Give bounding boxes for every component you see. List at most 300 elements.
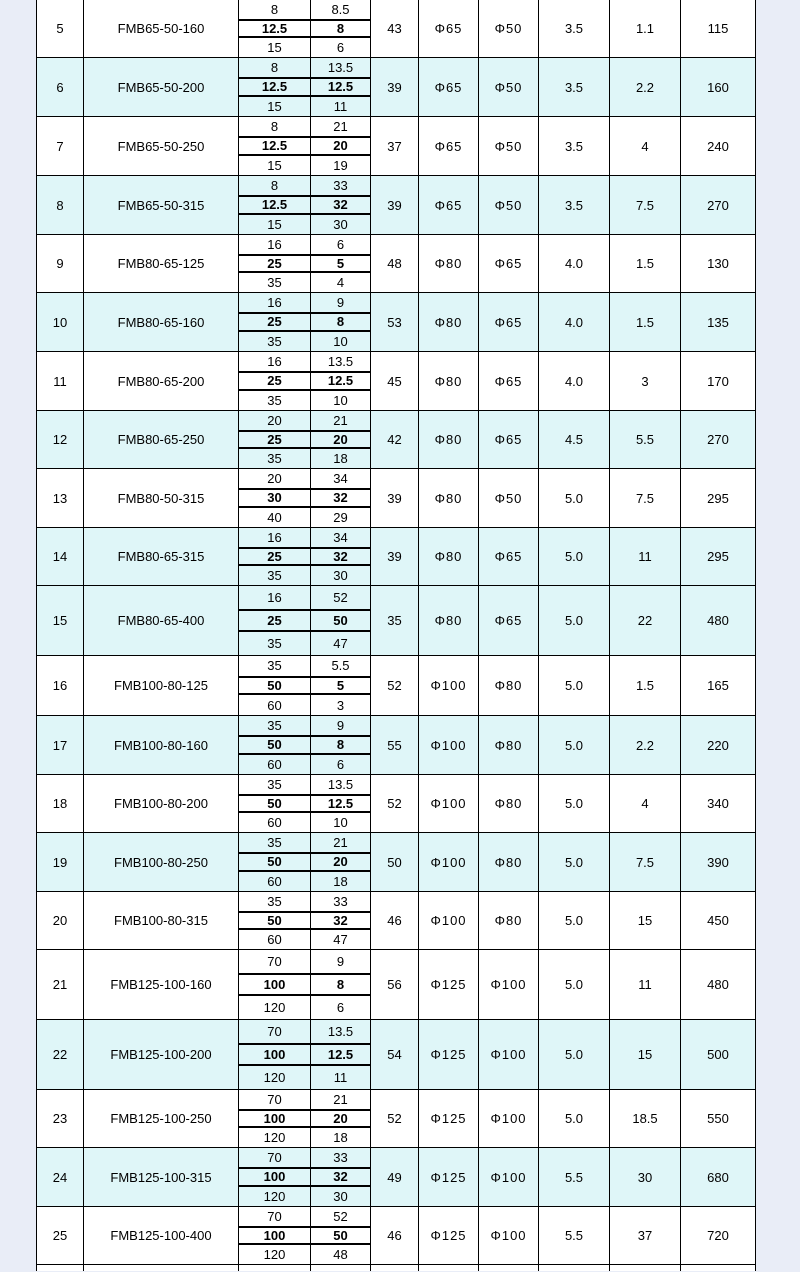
row-number-cell: 18 [37,775,84,832]
value-cell-6: 240 [707,138,729,154]
flow-cell: 40 [239,508,311,527]
head-cell: 12.5 [327,796,354,811]
value-cell-6: 340 [707,796,729,811]
inlet-diameter-cell: Φ65 [419,117,479,175]
duty-point-row-rated [239,911,370,930]
duty-point-row [239,0,370,19]
flow-head-block [239,411,371,468]
head-cell: 18 [333,451,348,466]
flow-head-block [239,716,371,774]
table-row [37,352,755,411]
outlet-diameter-cell: Φ100 [479,1148,539,1206]
head-cell: 33 [333,1150,348,1166]
head-cell: 8 [336,21,345,36]
value-cell-4: 5.0 [539,716,610,774]
duty-point-row-rated [239,77,370,96]
value-cell-1: 39 [371,528,419,585]
model-cell: FMB125-100-250 [84,1090,239,1147]
value-cell-5: 22 [610,586,681,655]
value-cell-5: 1.5 [610,293,681,351]
model-cell: FMB65-50-200 [84,58,239,116]
outlet-diameter-cell: Φ80 [479,656,539,715]
duty-point-row [239,716,370,735]
value-cell-4: 5.0 [539,950,610,1019]
row-number-cell: 9 [37,235,84,292]
value-cell-1: 45 [371,352,419,410]
head-cell: 21 [333,119,348,135]
flow-head-block [239,586,371,655]
value-cell-1: 46 [371,1207,419,1264]
value-cell-5: 4 [610,775,681,832]
flow-cell: 60 [239,695,311,715]
flow-head-block [239,235,371,292]
value-cell-6: 450 [707,913,729,928]
value-cell-5: 30 [610,1148,681,1206]
duty-point-row [239,273,370,292]
head-cell: 3 [336,697,345,713]
duty-point-row-rated [239,547,370,566]
value-cell-5: 15 [610,892,681,949]
value-cell-4: 5.0 [539,833,610,891]
table-row [37,950,755,1020]
flow-head-block [239,469,371,527]
row-number-cell: 25 [37,1207,84,1264]
flow-cell: 120 [239,1187,311,1206]
inlet-diameter-cell: Φ80 [419,469,479,527]
row-number-cell: 11 [37,352,84,410]
head-cell: 33 [333,894,348,909]
outlet-diameter-cell: Φ80 [479,716,539,774]
flow-cell: 25 [239,549,311,564]
inlet-diameter-cell: Φ80 [419,528,479,585]
duty-point-row [239,1245,370,1264]
head-cell: 47 [333,932,348,947]
head-cell: 20 [333,854,348,870]
outlet-diameter-cell: Φ65 [479,235,539,292]
duty-point-row-rated [239,676,370,696]
model-cell: FMB80-65-160 [84,293,239,351]
head-cell: 13.5 [327,60,354,76]
model-cell: FMB65-50-315 [84,176,239,234]
head-cell: 11 [333,1070,348,1085]
model-cell: FMB80-65-400 [84,586,239,655]
flow-cell: 8 [239,0,311,19]
head-cell: 32 [333,490,348,506]
head-cell: 6 [336,1000,345,1015]
inlet-diameter-cell: Φ80 [419,352,479,410]
head-cell: 10 [333,392,348,408]
model-cell: FMB100-80-250 [84,833,239,891]
model-cell: FMB125-100-400 [84,1207,239,1264]
flow-head-block [239,656,371,715]
duty-point-row-rated [239,1226,370,1245]
table-row [37,0,755,58]
flow-head-block [239,58,371,116]
table-row [37,1207,755,1265]
flow-cell: 70 [239,1148,311,1167]
row-number-cell: 24 [37,1148,84,1206]
head-cell: 32 [333,1169,348,1185]
duty-point-row [239,996,370,1019]
flow-cell: 60 [239,755,311,774]
head-cell: 6 [336,40,345,55]
duty-point-row-rated [239,852,370,871]
value-cell-4: 4.0 [539,293,610,351]
model-cell: FMB80-65-315 [84,528,239,585]
row-number-cell: 5 [37,0,84,57]
value-cell-4: 5.0 [539,892,610,949]
flow-cell: 50 [239,678,311,694]
head-cell: 32 [333,913,348,928]
head-cell: 8 [336,737,345,753]
duty-point-row [239,332,370,351]
value-cell-6: 270 [707,197,729,213]
flow-cell: 15 [239,215,311,234]
value-cell-5: 7.5 [610,833,681,891]
value-cell-1: 50 [371,833,419,891]
value-cell-6: 165 [707,678,729,693]
outlet-diameter-cell: Φ80 [479,892,539,949]
inlet-diameter-cell: Φ125 [419,1020,479,1089]
duty-point-row [239,775,370,794]
value-cell-5: 1.1 [610,0,681,57]
flow-cell: 15 [239,156,311,175]
head-cell: 10 [333,815,348,830]
value-cell-1: 48 [371,235,419,292]
flow-head-block [239,176,371,234]
inlet-diameter-cell: Φ65 [419,0,479,57]
inlet-diameter-cell: Φ100 [419,833,479,891]
duty-point-row [239,528,370,547]
flow-cell: 50 [239,737,311,752]
head-cell: 32 [333,549,348,564]
head-cell: 50 [333,1228,348,1243]
head-cell: 5.5 [331,658,350,674]
flow-cell: 16 [239,528,311,547]
table-row [37,775,755,833]
head-cell: 18 [333,1130,348,1145]
flow-cell: 35 [239,892,311,911]
flow-cell: 35 [239,775,311,794]
duty-point-row-rated [239,254,370,273]
model-cell [84,1265,239,1271]
row-number-cell: 19 [37,833,84,891]
head-cell: 21 [333,413,348,428]
table-row [37,716,755,775]
flow-cell: 12.5 [239,197,311,212]
flow-cell: 100 [239,1169,311,1184]
duty-point-row [239,813,370,832]
value-cell-4: 5.0 [539,1090,610,1147]
duty-point-row [239,586,370,609]
flow-cell: 15 [239,97,311,116]
outlet-diameter-cell [479,1265,539,1271]
inlet-diameter-cell: Φ125 [419,1090,479,1147]
value-cell-4: 5.0 [539,656,610,715]
value-cell-6: 130 [707,256,729,271]
row-number-cell: 22 [37,1020,84,1089]
model-cell: FMB125-100-315 [84,1148,239,1206]
flow-head-block [239,0,371,57]
flow-head-block [239,1020,371,1089]
head-cell: 11 [333,98,348,114]
value-cell-6: 160 [707,79,729,95]
value-cell-5: 4 [610,117,681,175]
flow-cell: 35 [239,449,311,468]
head-cell: 6 [336,237,345,252]
head-cell: 21 [333,1092,348,1107]
value-cell-6: 295 [707,549,729,564]
flow-cell: 8 [239,58,311,77]
value-cell-1: 39 [371,469,419,527]
flow-cell: 12.5 [239,21,311,36]
outlet-diameter-cell: Φ50 [479,0,539,57]
flow-cell: 25 [239,611,311,630]
value-cell-1: 55 [371,716,419,774]
outlet-diameter-cell: Φ50 [479,176,539,234]
head-cell [311,1269,370,1271]
flow-cell: 25 [239,256,311,271]
value-cell-5 [610,1265,681,1271]
flow-cell: 12.5 [239,138,311,153]
head-cell: 9 [336,954,345,969]
head-cell: 6 [336,756,345,772]
flow-cell: 70 [239,1090,311,1109]
row-number-cell: 21 [37,950,84,1019]
flow-cell: 16 [239,352,311,371]
head-cell: 9 [336,718,345,734]
head-cell: 8 [336,977,345,992]
head-cell: 10 [333,333,348,349]
pump-spec-table [36,0,756,1271]
flow-cell: 120 [239,1245,311,1264]
inlet-diameter-cell: Φ125 [419,950,479,1019]
model-cell: FMB80-65-125 [84,235,239,292]
inlet-diameter-cell [419,1265,479,1271]
outlet-diameter-cell: Φ65 [479,293,539,351]
duty-point-row [239,156,370,175]
outlet-diameter-cell: Φ65 [479,586,539,655]
outlet-diameter-cell: Φ100 [479,1207,539,1264]
duty-point-row [239,1020,370,1043]
table-row [37,235,755,293]
flow-cell: 120 [239,1066,311,1089]
flow-head-block [239,1148,371,1206]
value-cell-5: 7.5 [610,176,681,234]
duty-point-row [239,950,370,973]
flow-head-block [239,950,371,1019]
head-cell: 5 [336,677,345,693]
value-cell-4: 4.0 [539,235,610,292]
outlet-diameter-cell: Φ80 [479,775,539,832]
row-number-cell: 15 [37,586,84,655]
duty-point-row [239,1187,370,1206]
duty-point-row-rated [239,1167,370,1186]
value-cell-6: 720 [707,1228,729,1243]
flow-cell: 35 [239,632,311,655]
head-cell: 34 [333,471,348,487]
head-cell: 20 [333,1111,348,1126]
head-cell: 8.5 [331,2,350,17]
inlet-diameter-cell: Φ125 [419,1148,479,1206]
flow-cell: 100 [239,1111,311,1126]
duty-point-row [239,117,370,136]
value-cell-5: 37 [610,1207,681,1264]
duty-point-row [239,411,370,430]
row-number-cell: 14 [37,528,84,585]
row-number-cell: 10 [37,293,84,351]
duty-point-row [239,176,370,195]
duty-point-row [239,755,370,774]
duty-point-row [239,508,370,527]
duty-point-row-rated [239,488,370,507]
head-cell: 13.5 [327,1024,354,1039]
duty-point-row [239,656,370,676]
flow-cell: 8 [239,117,311,136]
head-cell: 5 [336,256,345,271]
flow-cell: 70 [239,1020,311,1043]
inlet-diameter-cell: Φ100 [419,716,479,774]
inlet-diameter-cell: Φ80 [419,235,479,292]
head-cell: 8 [336,314,345,330]
duty-point-row-rated [239,195,370,214]
outlet-diameter-cell: Φ80 [479,833,539,891]
head-cell: 18 [333,873,348,889]
value-cell-4: 5.0 [539,469,610,527]
flow-cell: 120 [239,996,311,1019]
duty-point-row [239,1090,370,1109]
duty-point-row [239,58,370,77]
value-cell-6: 500 [707,1047,729,1062]
table-row [37,586,755,656]
flow-cell: 35 [239,566,311,585]
row-number-cell: 6 [37,58,84,116]
value-cell-4: 5.0 [539,528,610,585]
table-row [37,656,755,716]
inlet-diameter-cell: Φ100 [419,656,479,715]
outlet-diameter-cell: Φ100 [479,1020,539,1089]
duty-point-row-rated [239,430,370,449]
outlet-diameter-cell: Φ65 [479,411,539,468]
value-cell-4: 4.0 [539,352,610,410]
value-cell-4: 3.5 [539,117,610,175]
head-cell: 30 [333,568,348,583]
value-cell-5: 11 [610,528,681,585]
value-cell-5: 1.5 [610,235,681,292]
flow-cell: 15 [239,38,311,57]
flow-cell: 16 [239,293,311,312]
value-cell-1: 35 [371,586,419,655]
row-number-cell: 16 [37,656,84,715]
flow-cell: 25 [239,432,311,447]
model-cell: FMB65-50-250 [84,117,239,175]
flow-head-block [239,1265,371,1271]
row-number-cell: 20 [37,892,84,949]
value-cell-5: 5.5 [610,411,681,468]
outlet-diameter-cell: Φ50 [479,58,539,116]
inlet-diameter-cell: Φ100 [419,892,479,949]
flow-cell: 50 [239,854,311,869]
flow-cell: 20 [239,411,311,430]
outlet-diameter-cell: Φ65 [479,352,539,410]
flow-cell: 100 [239,975,311,994]
value-cell-6: 480 [707,613,729,628]
flow-cell: 35 [239,656,311,676]
duty-point-row [239,833,370,852]
value-cell-6: 295 [707,490,729,506]
model-cell: FMB125-100-200 [84,1020,239,1089]
head-cell: 12.5 [327,79,354,95]
value-cell-5: 18.5 [610,1090,681,1147]
duty-point-row-rated [239,1109,370,1128]
flow-head-block [239,117,371,175]
row-number-cell: 17 [37,716,84,774]
head-cell: 47 [333,636,348,651]
flow-cell: 20 [239,469,311,488]
table-row [37,1020,755,1090]
flow-cell: 100 [239,1228,311,1243]
flow-head-block [239,833,371,891]
value-cell-1: 46 [371,892,419,949]
table-row [37,892,755,950]
value-cell-6: 220 [707,737,729,753]
value-cell-1: 52 [371,1090,419,1147]
inlet-diameter-cell: Φ80 [419,586,479,655]
flow-cell: 70 [239,1207,311,1226]
duty-point-row [239,215,370,234]
duty-point-row-rated [239,371,370,390]
duty-point-row [239,1269,370,1271]
duty-point-row-rated [239,1043,370,1066]
model-cell: FMB80-65-200 [84,352,239,410]
model-cell: FMB65-50-160 [84,0,239,57]
row-number-cell: 23 [37,1090,84,1147]
table-row [37,1148,755,1207]
duty-point-row [239,391,370,410]
duty-point-row-rated [239,312,370,331]
table-row [37,176,755,235]
head-cell: 33 [333,178,348,194]
flow-cell: 8 [239,176,311,195]
head-cell: 29 [333,509,348,525]
head-cell: 21 [333,835,348,851]
head-cell: 12.5 [327,373,354,389]
flow-cell: 100 [239,1045,311,1064]
flow-cell: 25 [239,373,311,388]
head-cell: 52 [333,1209,348,1224]
head-cell: 52 [333,590,348,605]
duty-point-row [239,1128,370,1147]
table-row [37,411,755,469]
flow-cell: 70 [239,950,311,973]
value-cell-1 [371,1265,419,1271]
table-row [37,293,755,352]
model-cell: FMB80-65-250 [84,411,239,468]
flow-head-block [239,293,371,351]
duty-point-row [239,97,370,116]
head-cell: 13.5 [327,354,354,370]
flow-cell: 60 [239,813,311,832]
flow-cell: 12.5 [239,79,311,94]
duty-point-row [239,449,370,468]
value-cell-5: 11 [610,950,681,1019]
model-cell: FMB100-80-315 [84,892,239,949]
head-cell: 12.5 [327,1047,354,1062]
value-cell-6: 170 [707,373,729,389]
model-cell: FMB125-100-160 [84,950,239,1019]
head-cell: 50 [333,613,348,628]
value-cell-1: 52 [371,775,419,832]
